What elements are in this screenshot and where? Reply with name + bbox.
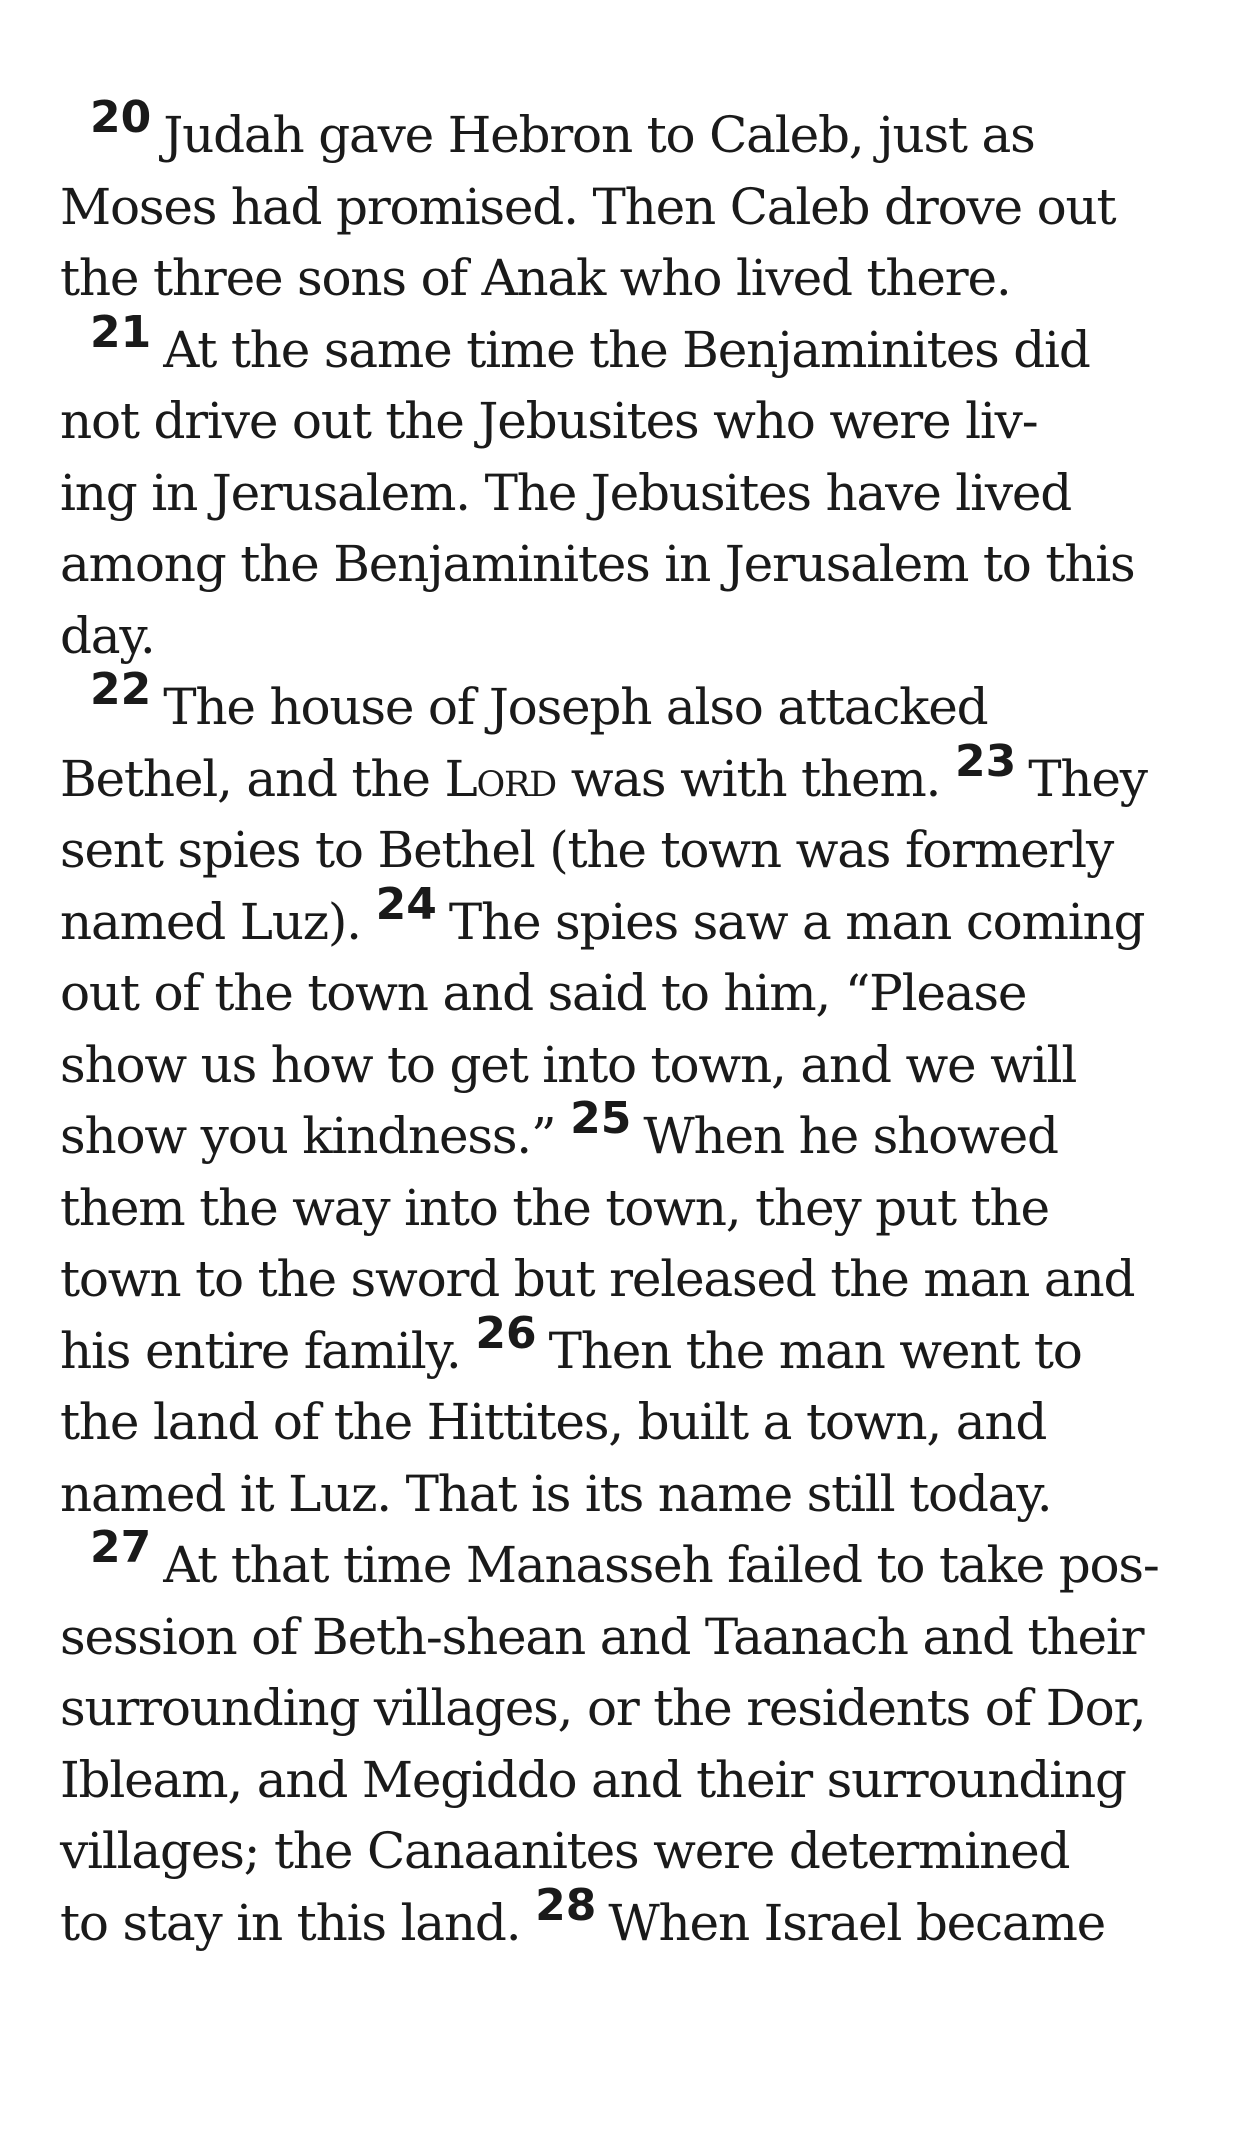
verse-number: 20: [90, 92, 152, 143]
text-line: among the Benjaminites in Jerusalem to this: [60, 535, 1135, 593]
verse-number: 21: [90, 306, 152, 358]
text-line: named Luz). 24 The spies saw a man coming: [60, 878, 1145, 951]
verse-number: 27: [90, 1522, 152, 1573]
text-line: town to the sword but released the man and: [60, 1250, 1135, 1308]
scripture-text: [60, 92, 1210, 1959]
text-line: session of Beth-shean and Taanach and their: [60, 1607, 1144, 1666]
verse-number: 23: [954, 735, 1017, 787]
text-line: villages; the Canaanites were determined: [60, 1822, 1070, 1880]
text-line: the land of the Hittites, built a town, and: [60, 1393, 1047, 1451]
text-line: the three sons of Anak who lived there.: [60, 249, 1011, 307]
text-line: sent spies to Bethel (the town was formerly: [60, 821, 1114, 879]
text-line: day.: [60, 606, 155, 665]
divine-name: Lord: [444, 749, 557, 808]
text-line: show you kindness.” 25 When he showed: [60, 1093, 1058, 1165]
text-line: 21 At the same time the Benjaminites did: [90, 306, 1090, 379]
text-line: out of the town and said to him, “Please: [60, 964, 1027, 1022]
verse-number: 25: [570, 1093, 632, 1144]
text-line: ing in Jerusalem. The Jebusites have lived: [60, 463, 1072, 522]
text-line: 22 The house of Joseph also attacked: [90, 664, 988, 736]
text-line: Bethel, and the Lord was with them. 23 They: [60, 735, 1147, 808]
text-line: his entire family. 26 Then the man went to: [60, 1307, 1082, 1380]
text-line: 20 Judah gave Hebron to Caleb, just as: [90, 92, 1035, 164]
text-line: show us how to get into town, and we will: [60, 1035, 1077, 1094]
text-line: named it Luz. That is its name still today.: [60, 1464, 1052, 1523]
text-line: Ibleam, and Megiddo and their surrounding: [60, 1750, 1126, 1809]
text-line: 27 At that time Manasseh failed to take pos-: [90, 1522, 1159, 1594]
verse-number: 22: [90, 664, 152, 715]
text-line: Moses had promised. Then Caleb drove out: [60, 177, 1116, 236]
verse-number: 24: [375, 878, 437, 930]
text-line: not drive out the Jebusites who were liv-: [60, 392, 1038, 450]
verse-number: 28: [535, 1879, 597, 1931]
text-line: them the way into the town, they put the: [60, 1178, 1049, 1237]
text-line: surrounding villages, or the residents of Dor,: [60, 1679, 1146, 1737]
verse-number: 26: [475, 1307, 537, 1359]
text-line: to stay in this land. 28 When Israel became: [60, 1879, 1106, 1952]
